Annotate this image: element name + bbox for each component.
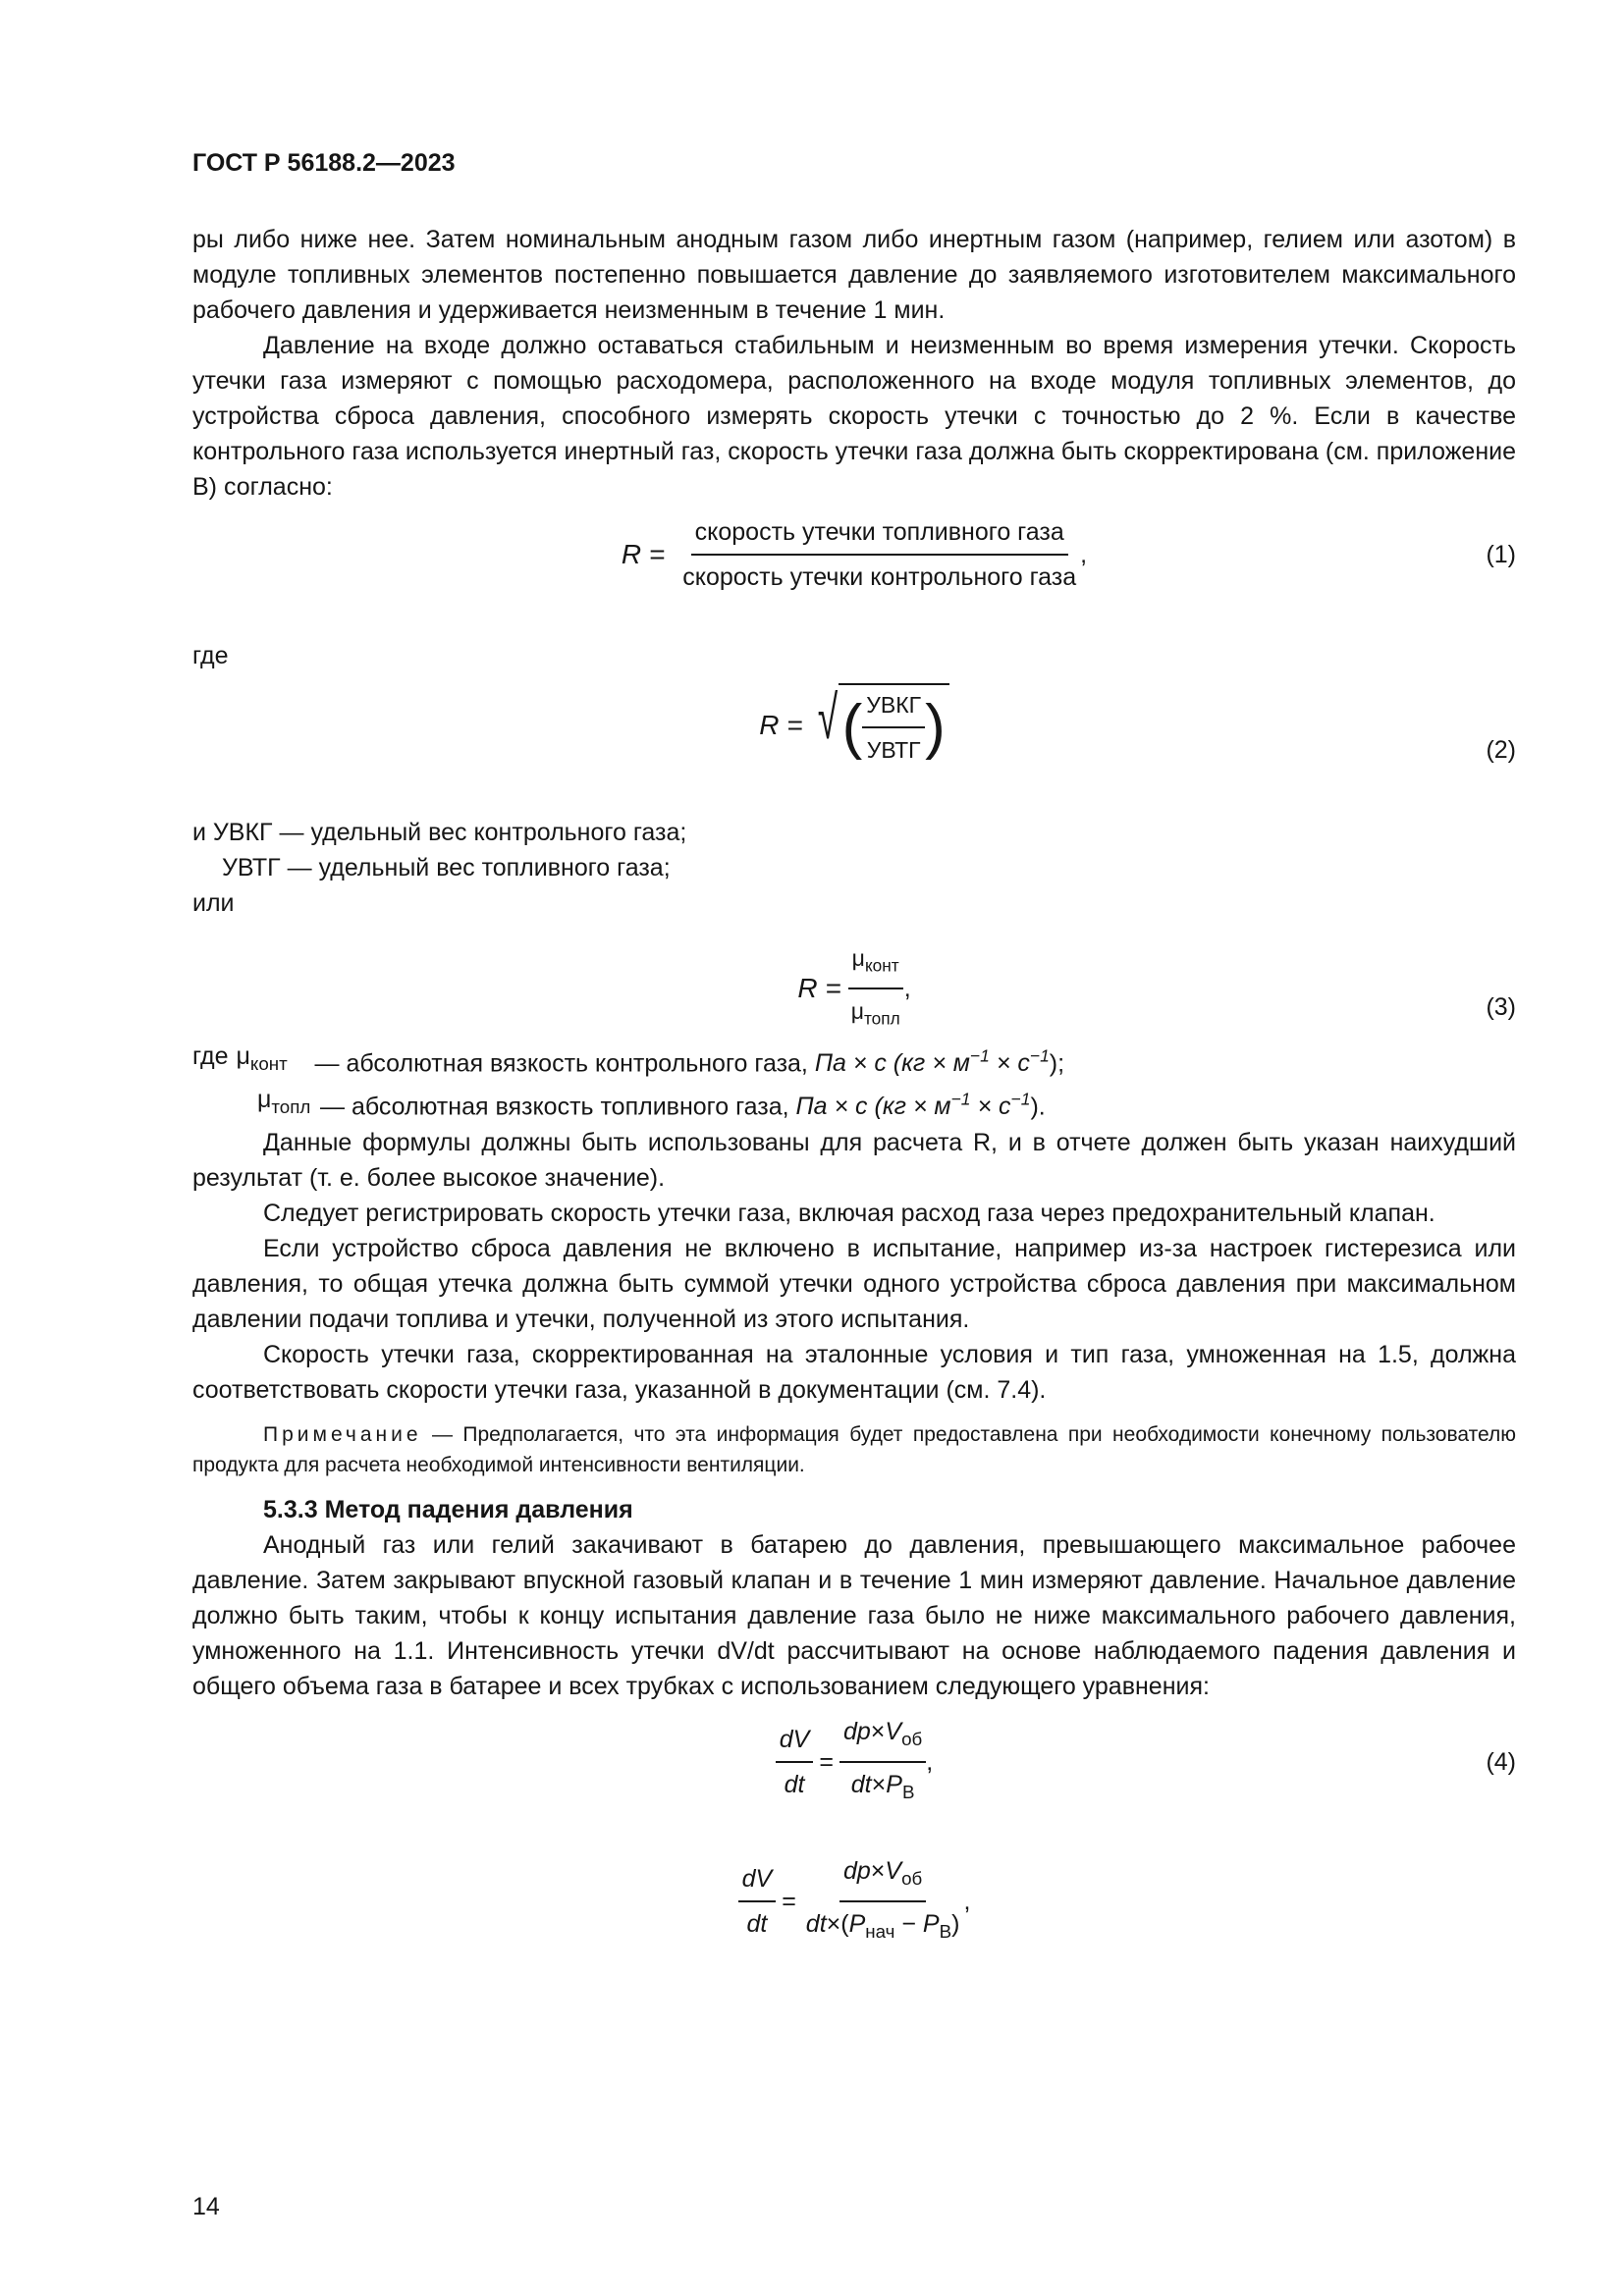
fraction bbox=[847, 940, 904, 1036]
section-number: 5.3.3 bbox=[263, 1496, 318, 1523]
definition-text: — абсолютная вязкость топливного газа, Па × с $(кг \times м^{-1} \times с^{-1})$. bbox=[320, 1090, 1046, 1121]
formula-tail: , bbox=[963, 1888, 971, 1915]
lhs-fraction bbox=[776, 1722, 814, 1802]
mu-symbol: $\mu_{конт}$ bbox=[236, 1042, 288, 1074]
numerator: скорость утечки топливного газа bbox=[691, 514, 1068, 556]
formula-lhs: R = bbox=[759, 710, 803, 740]
radicand bbox=[839, 683, 949, 768]
equals-sign: = bbox=[819, 1748, 834, 1776]
rhs-fraction bbox=[839, 1714, 926, 1810]
or-label: или bbox=[192, 889, 235, 917]
formula-tail: , bbox=[926, 1748, 934, 1776]
definition-mu-topl bbox=[192, 1082, 1516, 1125]
mu-symbol: μ bbox=[851, 945, 865, 971]
where-label: где bbox=[192, 1042, 229, 1070]
square-root bbox=[811, 683, 949, 768]
denominator: скорость утечки контрольного газа bbox=[682, 563, 1077, 591]
definition-uvtg: УВТГ — удельный вес топливного газа; bbox=[222, 854, 671, 881]
note bbox=[192, 1419, 1516, 1480]
denominator: dt bbox=[784, 1771, 805, 1798]
section-title: Метод падения давления bbox=[324, 1496, 633, 1523]
formula-lhs: R = bbox=[621, 539, 666, 569]
formula-tail: , bbox=[1080, 541, 1088, 568]
denominator: $dt\times(P_{нач} - P_В)$ bbox=[805, 1910, 960, 1942]
subscript: топл bbox=[863, 1008, 900, 1029]
denominator bbox=[847, 989, 904, 1037]
definition-text: — абсолютная вязкость контрольного газа, Па × с $(кг \times м^{-1} \times с^{-1})$; bbox=[314, 1046, 1065, 1078]
fraction bbox=[862, 687, 925, 768]
definition-uvkg: и УВКГ — удельный вес контрольного газа; bbox=[192, 819, 687, 846]
numerator: $dp\times V_{об}$ bbox=[839, 1714, 926, 1763]
formula-2 bbox=[192, 683, 1516, 793]
left-paren: ( bbox=[841, 693, 863, 761]
equation-number: (4) bbox=[1486, 1748, 1516, 1776]
mu-symbol: μ bbox=[850, 997, 864, 1024]
document-header: ГОСТ Р 56188.2—2023 bbox=[192, 149, 456, 177]
units: Па × с ($кг \times м^{-1} \times с^{-1}$ bbox=[814, 1046, 1050, 1078]
numerator bbox=[848, 940, 903, 989]
formula-1 bbox=[192, 516, 1516, 593]
formula-4 bbox=[192, 1718, 1516, 1806]
paragraph: ры либо ниже нее. Затем номинальным анодным газом либо инертным газом (например, гелием или азотом) в модуле топливных элементов постепенно повышается давление до заявляемого изготовителем максимального рабочего давления и удерживается неизменным в течение 1 мин. bbox=[192, 226, 1516, 324]
numerator: $dp\times V_{об}$ bbox=[839, 1853, 926, 1902]
formula-tail: , bbox=[903, 974, 911, 1002]
paragraph: Данные формулы должны быть использованы для расчета R, и в отчете должен быть указан наихудший результат (т. е. более высокое значение). bbox=[192, 1129, 1516, 1192]
equals-sign: = bbox=[782, 1888, 796, 1915]
equation-number: (3) bbox=[1486, 993, 1516, 1021]
rhs-fraction bbox=[802, 1853, 964, 1949]
numerator: dV bbox=[776, 1722, 814, 1763]
radical-sign: √ bbox=[817, 684, 838, 752]
formula-5 bbox=[192, 1857, 1516, 1946]
equation-number: (2) bbox=[1486, 736, 1516, 764]
fraction bbox=[678, 514, 1080, 595]
lhs-fraction bbox=[738, 1861, 777, 1942]
paragraph: Анодный газ или гелий закачивают в батарею до давления, превышающего максимальное рабочее давление. Затем закрывают впускной газовый клапан и в течение 1 мин измеряют давление. Начальное давление должно быть таким, чтобы к концу испытания давление газа было не ниже максимального рабочего давления, умноженного на 1.1. Интенсивность утечки dV/dt рассчитывают на основе наблюдаемого падения давления и общего объема газа в батарее и всех трубках с использованием следующего уравнения: bbox=[192, 1531, 1516, 1700]
page-number: 14 bbox=[192, 2193, 220, 2220]
definition-mu-kont bbox=[192, 1039, 1516, 1082]
denominator: dt bbox=[746, 1910, 768, 1938]
subscript: конт bbox=[864, 955, 899, 976]
note-label: Примечание bbox=[263, 1423, 422, 1446]
denominator: $dt\times P_В$ bbox=[850, 1771, 915, 1802]
right-paren: ) bbox=[925, 693, 946, 761]
note-text: — Предполагается, что эта информация будет предоставлена при необходимости конечному пользователю продукта для расчета необходимой интенсивности вентиляции. bbox=[192, 1423, 1516, 1476]
where-label: где bbox=[192, 642, 229, 669]
numerator: УВКГ bbox=[862, 687, 925, 728]
paragraph: Если устройство сброса давления не включено в испытание, например из-за настроек гистерезиса или давления, то общая утечка должна быть суммой утечки одного устройства сброса давления при максимальном давлении подачи топлива и утечки, полученной из этого испытания. bbox=[192, 1235, 1516, 1333]
units: Па × с ($кг \times м^{-1} \times с^{-1}$ bbox=[795, 1090, 1031, 1121]
formula-3 bbox=[192, 940, 1516, 1031]
equation-number: (1) bbox=[1486, 541, 1516, 568]
numerator: dV bbox=[738, 1861, 777, 1902]
denominator: УВТГ bbox=[866, 737, 921, 763]
page-body bbox=[192, 222, 1516, 1946]
paragraph: Следует регистрировать скорость утечки газа, включая расход газа через предохранительный клапан. bbox=[263, 1200, 1435, 1227]
mu-symbol: $\mu_{топл}$ bbox=[257, 1086, 311, 1117]
paragraph: Давление на входе должно оставаться стабильным и неизменным во время измерения утечки. Скорость утечки газа измеряют с помощью расходомера, расположенного на входе модуля топливных элементов, до устройства сброса давления, способного измерять скорость утечки с точностью до 2 %. Если в качестве контрольного газа используется инертный газ, скорость утечки газа должна быть скорректирована (см. приложение В) согласно: bbox=[192, 332, 1516, 501]
formula-lhs: R = bbox=[797, 972, 841, 1003]
paragraph: Скорость утечки газа, скорректированная на эталонные условия и тип газа, умноженная на 1.5, должна соответствовать скорости утечки газа, указанной в документации (см. 7.4). bbox=[192, 1341, 1516, 1404]
section-heading bbox=[192, 1492, 1516, 1527]
